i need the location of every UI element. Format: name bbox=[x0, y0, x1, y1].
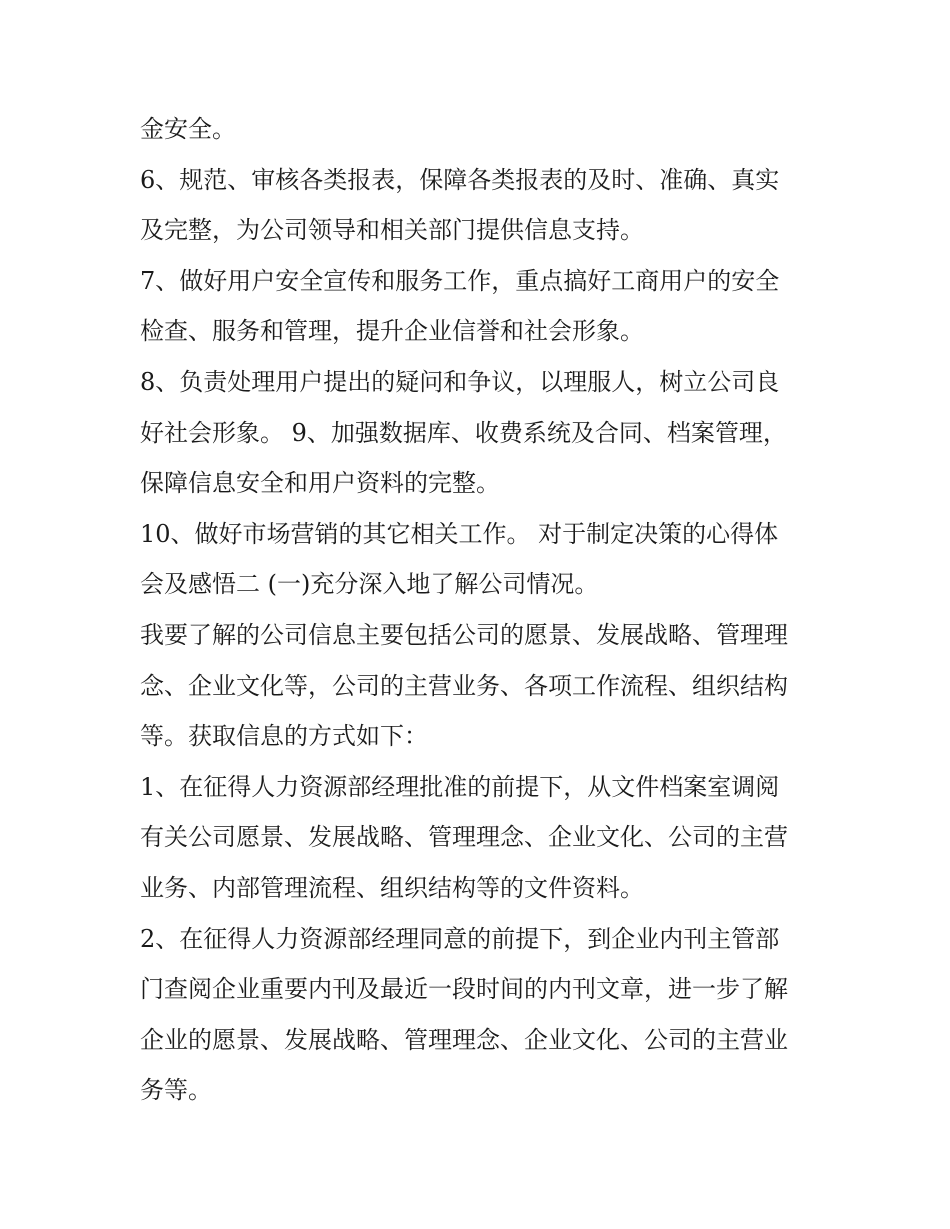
text-line: 2、在征得人力资源部经理同意的前提下，到企业内刊主管部 bbox=[140, 924, 780, 953]
text-line: 7、做好用户安全宣传和服务工作，重点搞好工商用户的安全 bbox=[140, 266, 780, 295]
text-line: 等。获取信息的方式如下： bbox=[140, 722, 428, 751]
text-line: 念、企业文化等，公司的主营业务、各项工作流程、组织结构 bbox=[140, 671, 788, 700]
text-line: 门查阅企业重要内刊及最近一段时间的内刊文章，进一步了解 bbox=[140, 975, 788, 1004]
text-line: 我要了解的公司信息主要包括公司的愿景、发展战略、管理理 bbox=[140, 620, 788, 649]
text-line: 及完整，为公司领导和相关部门提供信息支持。 bbox=[140, 216, 644, 245]
text-line: 有关公司愿景、发展战略、管理理念、企业文化、公司的主营 bbox=[140, 823, 788, 852]
text-line: 8、负责处理用户提出的疑问和争议，以理服人，树立公司良 bbox=[140, 367, 780, 396]
text-line: 会及感悟二 (一)充分深入地了解公司情况。 bbox=[140, 570, 599, 599]
text-line: 企业的愿景、发展战略、管理理念、企业文化、公司的主营业 bbox=[140, 1025, 788, 1054]
document-body bbox=[140, 104, 812, 1116]
text-line: 务等。 bbox=[140, 1076, 212, 1105]
text-line: 1、在征得人力资源部经理批准的前提下，从文件档案室调阅 bbox=[140, 772, 780, 801]
text-line: 好社会形象。 9、加强数据库、收费系统及合同、档案管理， bbox=[140, 418, 787, 447]
text-line: 保障信息安全和用户资料的完整。 bbox=[140, 469, 500, 498]
text-line: 业务、内部管理流程、组织结构等的文件资料。 bbox=[140, 873, 644, 902]
text-line: 金安全。 bbox=[140, 115, 236, 143]
text-line: 6、规范、审核各类报表，保障各类报表的及时、准确、真实 bbox=[140, 165, 780, 194]
text-line: 10、做好市场营销的其它相关工作。 对于制定决策的心得体 bbox=[140, 519, 779, 548]
text-line: 检查、服务和管理，提升企业信誉和社会形象。 bbox=[140, 317, 644, 346]
